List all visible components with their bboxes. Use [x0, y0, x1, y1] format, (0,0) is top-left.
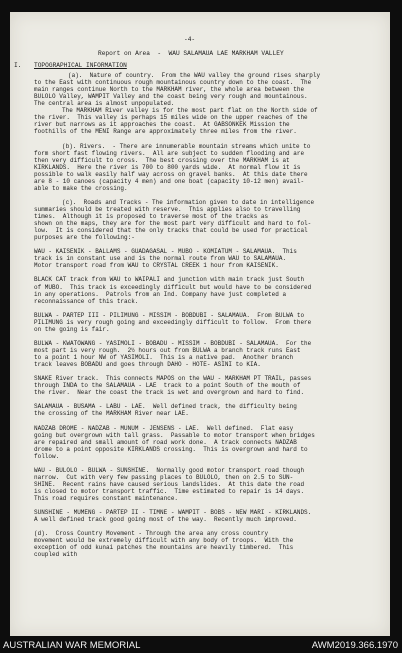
body-line: WAU - BULOLO - BULWA - SUNSHINE. Normally good motor transport road though	[34, 466, 305, 474]
body-line: most part is very rough. 2½ hours out from BULWA a branch track runs East	[34, 346, 301, 354]
body-line: Motor transport road from WAU to CRYSTAL CREEK 1 hour from KAISENIK.	[34, 262, 279, 270]
body-line: summaries should be treated with reserve. This applies also to travelling	[34, 205, 301, 213]
body-line: track leaves BOBADU and goes through DAHO - HOTE- ASINI to KIA.	[34, 361, 261, 369]
body-line: in any operations. Patrols from an Ind. Company have just completed a	[34, 290, 287, 298]
body-line: form short fast flowing rivers. All are subject to sudden flooding and are	[34, 149, 305, 157]
body-line: SALAMAUA - BUSAMA - LABU - LAE. Well defined track, the difficulty being	[34, 403, 297, 411]
body-line: movement would be extremely difficult with any body of troops. With the	[34, 537, 294, 545]
body-line: PILIMUNG is very rough going and exceedingly difficult to follow. From there	[34, 318, 312, 326]
body-line: narrow. Cut with very few passing places to BULOLO, then on 2.5 to SUN-	[34, 473, 294, 481]
body-line: SNAKE River track. This connects MAPOS on the WAU - MARKHAM PT TRAIL, passes	[34, 375, 312, 383]
section-number: I.	[14, 62, 22, 69]
body-line: the river. This valley is perhaps 15 miles wide on the upper reaches of the	[34, 114, 308, 122]
body-line: on the going is fair.	[34, 325, 110, 333]
body-line: then very difficult to cross. The best crossing over the MARKHAM is at	[34, 156, 290, 164]
body-line: possible to walk easily half way across on gravel banks. At this date there	[34, 170, 308, 178]
body-line: the crossing of the MARKHAM River near LAE.	[34, 410, 189, 418]
body-line: The MARKHAM River valley is for the most part flat on the North side of	[62, 107, 318, 115]
body-line: (b). Rivers. - There are innumerable mountain streams which unite to	[62, 142, 311, 150]
body-line: (c). Roads and Tracks - The information given to date in intelligence	[62, 198, 315, 206]
body-line: exception of odd kunai patches the mountains are heavily timbered. This	[34, 544, 294, 552]
body-line: follow.	[34, 452, 60, 460]
body-line: NADZAB DROME - NADZAB - MUNUM - JENSENS - LAE. Well defined. Flat easy	[34, 424, 294, 432]
body-line: shown on the maps, they are for the most part very difficult and hard to fol-	[34, 220, 312, 227]
body-line: are repaired and small amount of road work done. A track connects NADZAB	[34, 438, 297, 446]
report-title: Report on Area - WAU SALAMAUA LAE MARKHAM VALLEY	[98, 50, 284, 57]
body-line: BULOLO Valley, WAMPIT Valley and the coast being very rough and mountainous.	[34, 93, 308, 101]
body-line: A well defined track good going most of the way. Recently much improved.	[34, 516, 297, 524]
body-line: are 8 - 10 canoes (capacity 4 men) and one boat (capacity 10-12 men) avail-	[34, 177, 305, 185]
body-line: drome to a point opposite KIRKLANDS crossing. This is overgrown and hard to	[34, 445, 308, 453]
body-line: WAU - KAISENIK - BALLAMS - GUADAGASAL - MUBO - KOMIATUM - SALAMAUA. This	[34, 248, 297, 256]
document-page	[10, 12, 390, 636]
body-line: (d). Cross Country Movement - Through the area any cross country	[34, 530, 269, 538]
body-line: to a point 1 hour NW of YASIMOLI. This is a native pad. Another branch	[34, 354, 294, 361]
body-line: foothills of the MENI Range are approximately three miles from the river.	[34, 128, 297, 136]
page-number: -4-	[184, 36, 196, 43]
body-line: is closed to motor transport traffic. Time estimated to repair is 14 days.	[34, 487, 305, 495]
body-line: BULWA - KWATOWANG - YASIMOLI - BOBADU - MISSIM - BOBDUBI - SALAMAUA. For the	[34, 339, 312, 347]
body-line: times. Although it is proposed to traverse most of the tracks as	[34, 213, 269, 220]
body-line: (a). Nature of country. From the WAU valley the ground rises sharply	[68, 72, 321, 79]
body-line: SHINE. Recent rains have caused serious landslides. At this date the road	[34, 480, 305, 488]
body-line: track is in constant use and is the normal route from WAU to SALAMAUA.	[34, 255, 287, 263]
section-title: TOPOGRAPHICAL INFORMATION	[34, 62, 127, 69]
body-line: The central area is almost unpopulated.	[34, 100, 175, 108]
body-line: reconnaissance of this track.	[34, 297, 139, 305]
body-line: KIRKLANDS. Here the river is 700 to 800 yards wide. At normal flow it is	[34, 163, 301, 171]
body-line: able to make the crossing.	[34, 184, 128, 192]
body-line: through INDA to the SALAMAUA - LAE track to a point South of the mouth of	[34, 382, 301, 390]
body-line: going but overgrown with tall grass. Passable to motor transport when bridges	[34, 431, 315, 439]
body-line: main ranges continue North to the MARKHAM river, the whole area between the	[34, 86, 305, 94]
body-line: the river. Near the coast the track is wet and overgrown and hard to find.	[34, 389, 305, 397]
body-line: purposes are the following:-	[34, 234, 135, 242]
body-line: BULWA - PARTEP III - PILIMUNG - MISSIM - BOBDUBI - SALAMAUA. From BULWA to	[34, 311, 305, 319]
footer-institution: AUSTRALIAN WAR MEMORIAL	[3, 640, 141, 651]
footer-accession-number: AWM2019.366.1970	[311, 640, 398, 651]
body-line: coupled with	[34, 551, 78, 559]
body-line: to the East with continuous rough mountainous country down to the coast. The	[34, 79, 312, 86]
body-line: SUNSHINE - MUMENG - PARTEP II - TIMNE - WAMPIT - BOBS - NEW MARI - KIRKLANDS.	[34, 509, 312, 517]
body-line: This road requires constant maintenance.	[34, 495, 179, 502]
body-line: of MUBO. This track is exceedingly difficult but would have to be considered	[34, 283, 312, 291]
body-line: river but narrows as it approaches the coast. At GABSONKEK Mission the	[34, 121, 290, 129]
footer-bar	[0, 639, 402, 653]
body-line: low. It is considered that the only tracks that could be used for practical	[34, 227, 308, 235]
body-line: BLACK CAT track from WAU to WAIPALI and junction with main track just South	[34, 276, 305, 284]
